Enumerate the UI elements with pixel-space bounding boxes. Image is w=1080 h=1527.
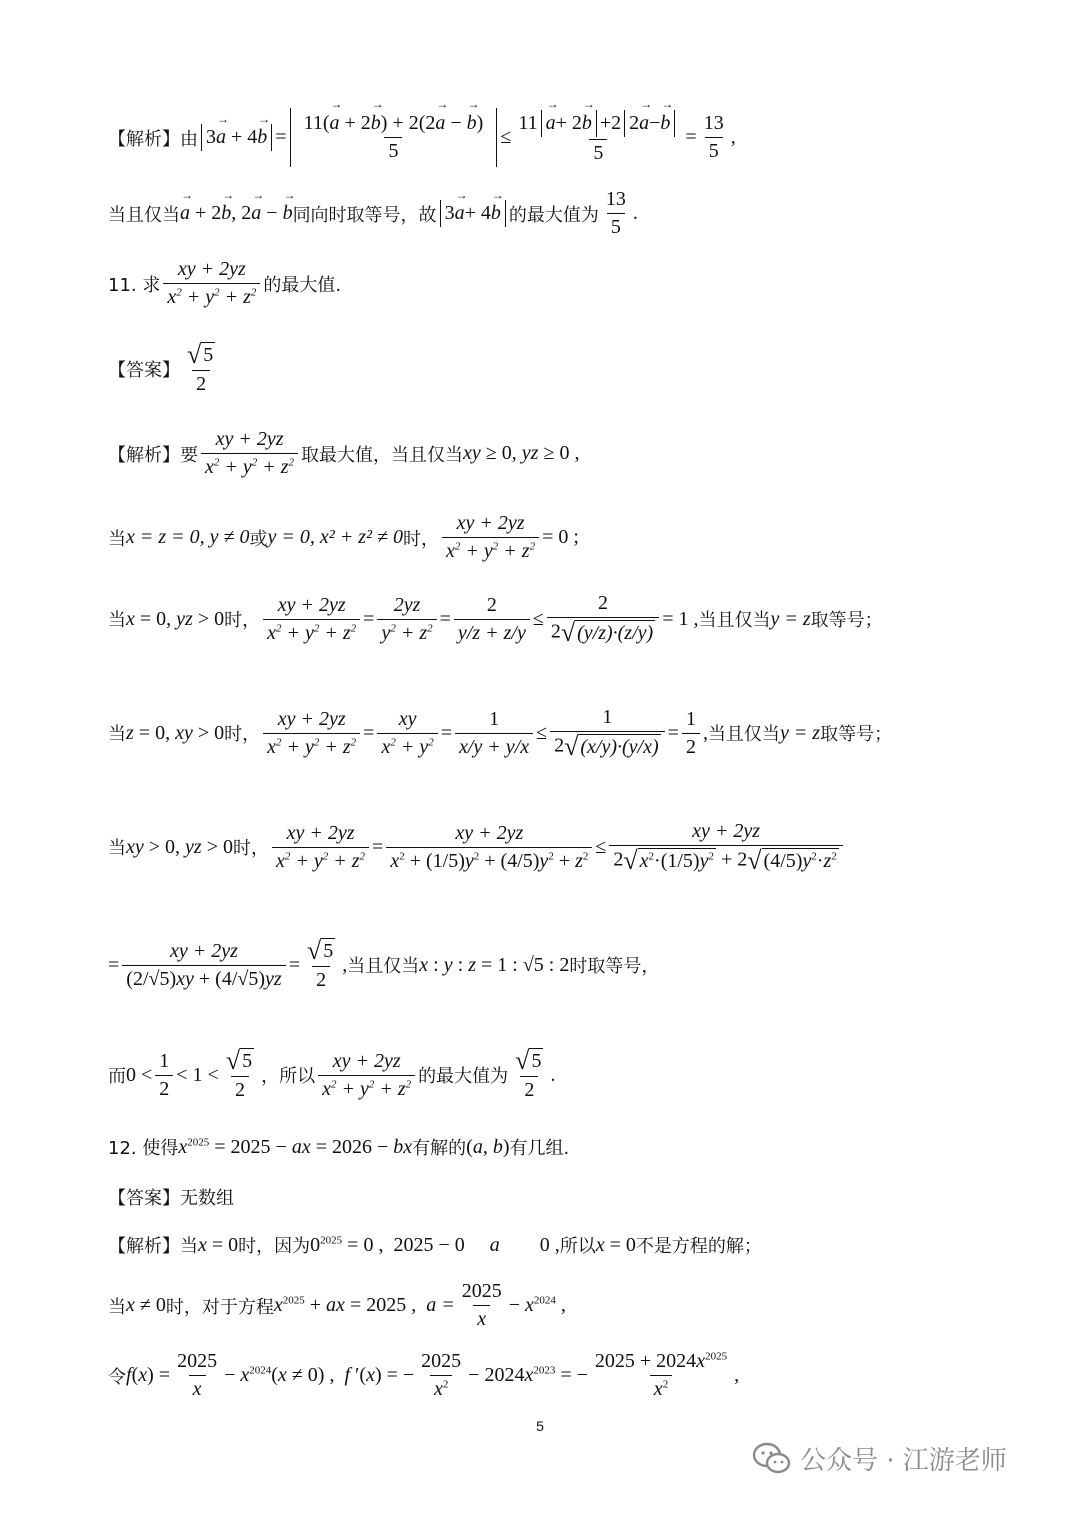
answer-label: 【答案】: [108, 1188, 180, 1209]
analysis-label: 【解析】: [108, 128, 180, 150]
q12-analysis-line1: 【解析】 当 x = 0 时，因为 $0^{2025} = 0$ , 2025 − 0 a 0 , 所以 x = 0 不是方程的解；: [108, 1233, 762, 1257]
page-number: 5: [536, 1418, 544, 1434]
q11-analysis-intro: 【解析】 要 $\frac{xy + 2yz}{x^2 + y^2 + z^2}$ 取最大值，当且仅当 xy ≥ 0, yz ≥ 0 ,: [108, 428, 580, 478]
q12-analysis-line2: 当 x ≠ 0 时，对于方程 $x^{2025}$ + ax = 2025 , a = $\frac{2025}{x}$ − $x^{2024}$ ,: [108, 1280, 566, 1330]
q11-stem: 11. 求 $\frac{xy + 2yz}{x^2 + y^2 + z^2}$ 的最大值.: [108, 258, 342, 308]
q11-case-x0: 当 x = 0, yz > 0 时， $\frac{xy + 2yz}{x^2 + y^2 + z^2}$ = $\frac{2yz}{y^2 + z^2}$ = $\frac{2}{y/z + z/y}$ ≤ 2 2 √ (y/z)·(z/y) = 1 , 当且仅当 y = z 取等号；: [108, 592, 883, 647]
q11-case-general: 当 xy > 0, yz > 0 时， $\frac{xy + 2yz}{x^2 + y^2 + z^2}$ = $\frac{xy + 2yz}{x^2 + (1/5)y^2 + (4/5)y^2 + z^2}$ ≤ xy + 2yz 2 √ $x^2\cdot(1/5)y^2$ + 2 √ $(4/5)y^2\cdot z^2$: [108, 820, 930, 874]
analysis-label: 【解析】: [108, 444, 180, 466]
q10-analysis-line1: 【解析】 由 3→ a + 4→ b = $\frac{11(\to a + 2\to b) + 2(2\to a - \to b)}{5}$ ≤ 11 → a + 2 → b +2 2 → a − → b 5 = $\frac{13}{5}$ ,: [108, 108, 930, 167]
q11-case-general-cont: = $\frac{xy + 2yz}{(2/√5)xy + (4/√5)yz}$ = √ 5 2 , 当且仅当 x : y : z = 1 : √5 : 2 时取等号，: [108, 936, 660, 991]
watermark-text: 公众号 · 江游老师: [800, 1446, 1007, 1476]
watermark: [752, 1440, 1007, 1477]
answer-label: 【答案】: [108, 360, 180, 381]
q12-answer: [108, 1184, 930, 1210]
q12-analysis-line3: 令 f(x) = $\frac{2025}{x}$ − $x^{2024}(x \ne 0)$ , f ′(x) = − $\frac{2025}{x^2}$ − $2024x^{2023}$ = − $\frac{2025 + 2024x^{2025}}{x^2}$ ,: [108, 1350, 740, 1400]
q11-answer: 【答案】 √ 5 2: [108, 340, 214, 395]
wechat-icon: [752, 1442, 792, 1476]
q11-case-z0: 当 z = 0, xy > 0 时， $\frac{xy + 2yz}{x^2 + y^2 + z^2}$ = $\frac{xy}{x^2 + y^2}$ = $\frac{1}{x/y + y/x}$ ≤ 1 2 √ (x/y)·(y/x) = $\frac{1}{2}$ , 当且仅当 y = z 取等号；: [108, 706, 893, 761]
q10-analysis-line2: 当且仅当 → a + 2→ b, 2→ a − → b 同向时取等号，故 3 → a + 4 → b 的最大值为 $\frac{13}{5}$ .: [108, 188, 930, 239]
q12-stem: 12. 使得 $x^{2025} = 2025$ − ax = 2026 − bx 有解的 (a, b) 有几组.: [108, 1135, 570, 1159]
answer-text: 无数组: [180, 1188, 234, 1209]
q11-case-zero: 当 x = z = 0, y ≠ 0 或 y = 0, x² + z² ≠ 0 时， $\frac{xy + 2yz}{x^2 + y^2 + z^2}$ = 0 ;: [108, 512, 579, 562]
q11-conclusion: 而 0 < $\frac{1}{2}$ < 1 < √ 5 2 ，所以 $\frac{xy + 2yz}{x^2 + y^2 + z^2}$ 的最大值为 √ 5 2 .: [108, 1046, 556, 1101]
analysis-label: 【解析】: [108, 1236, 180, 1257]
